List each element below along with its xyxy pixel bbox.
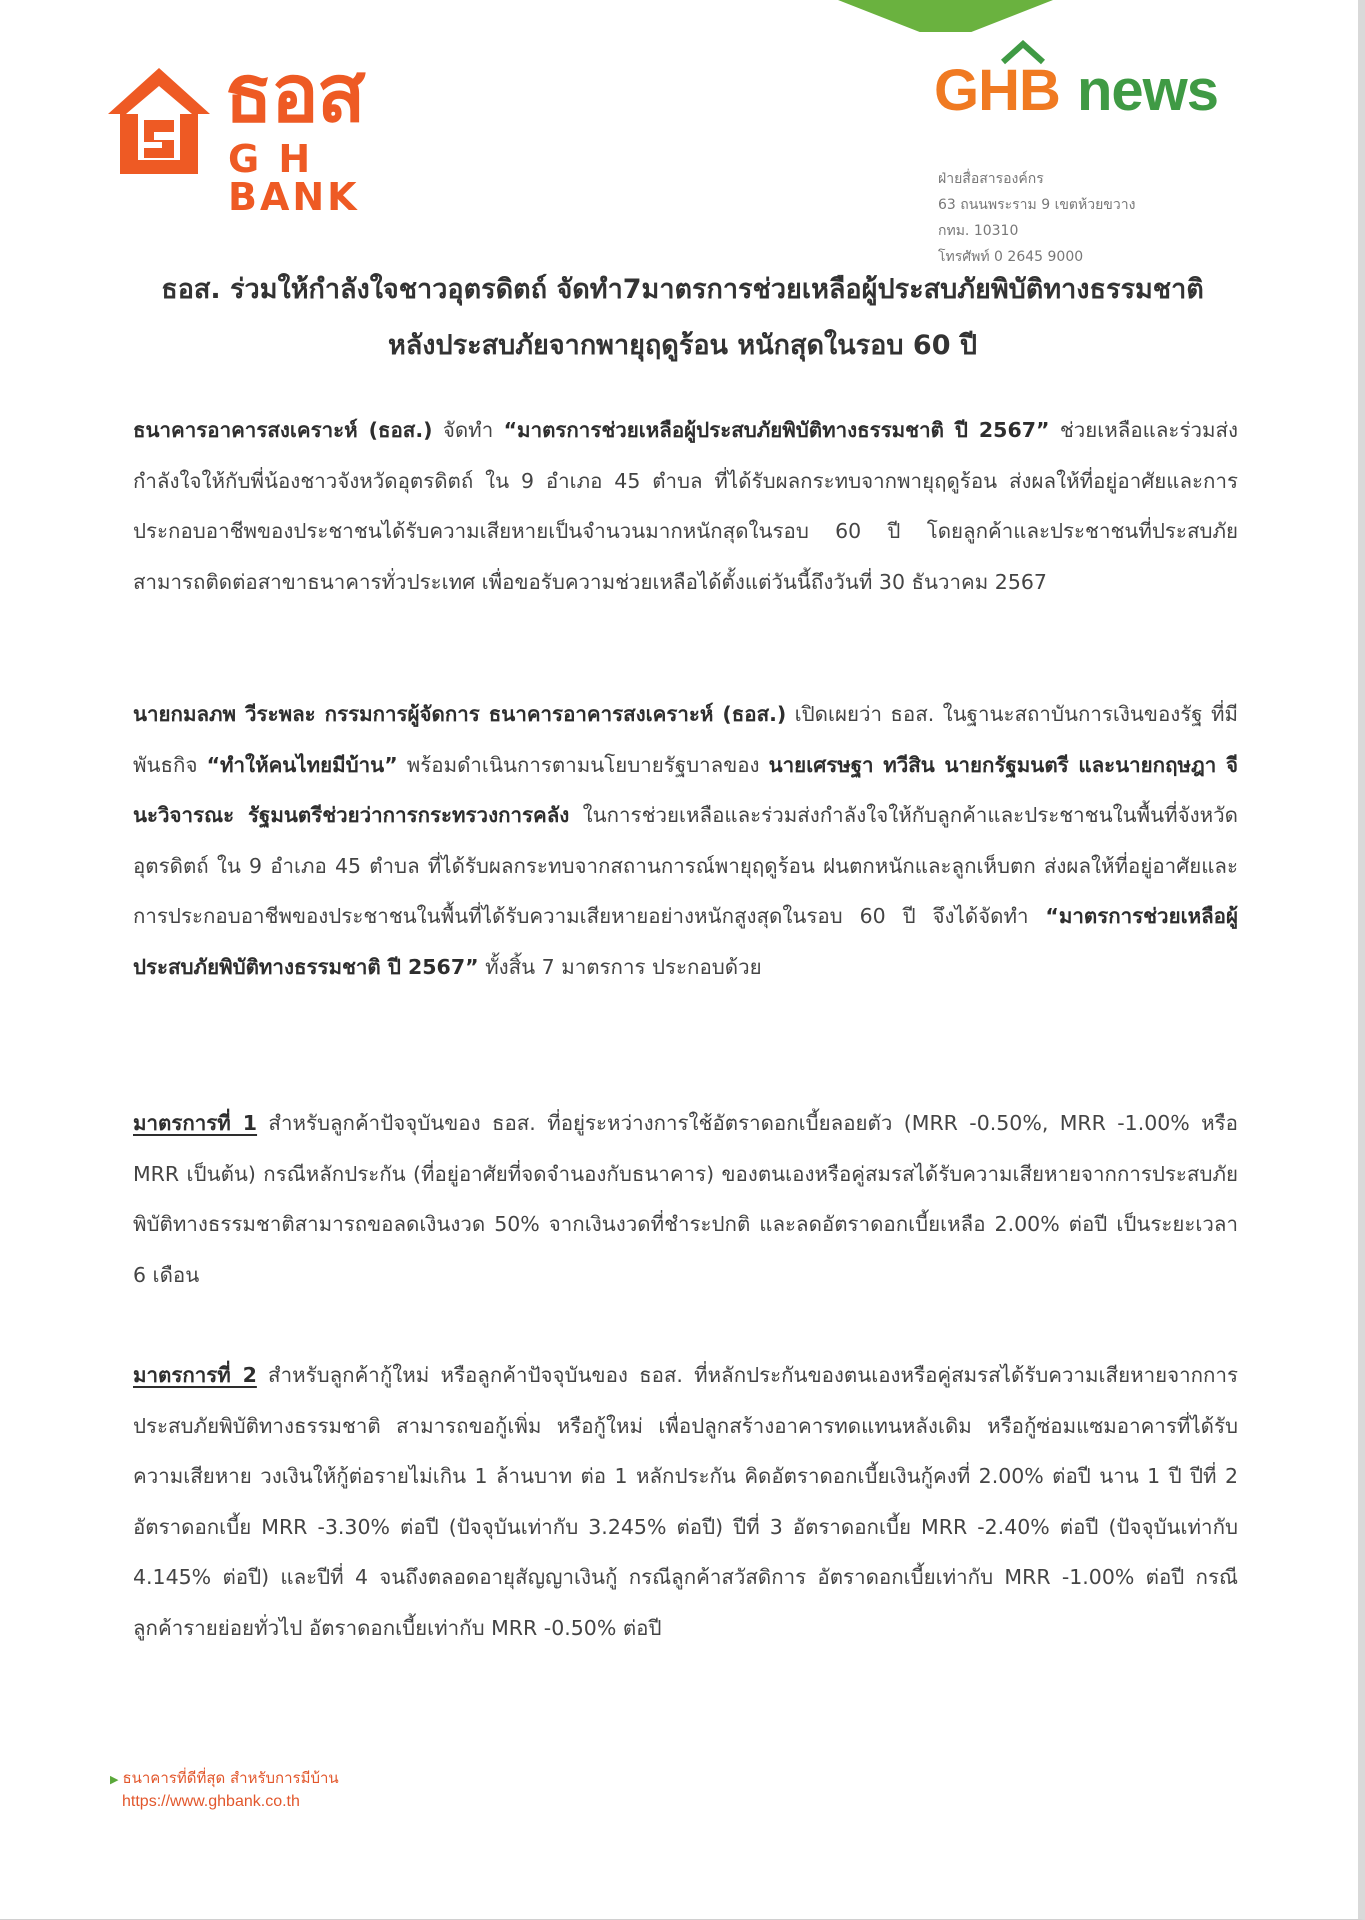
green-tab-decoration — [838, 0, 1053, 32]
footer-tagline — [110, 1767, 339, 1791]
text-span: เปิดเผยว่า ธอส. ในฐานะสถาบันการเงินของรัฐ ที่มีพันธกิจ — [133, 702, 1238, 777]
contact-address — [938, 166, 1238, 270]
mission-quote: “ทำให้คนไทยมีบ้าน” — [206, 752, 398, 777]
intro-paragraph — [133, 405, 1238, 607]
text-span: พร้อมดำเนินการตามนโยบายรัฐบาลของ — [397, 752, 769, 777]
ghbank-logo — [106, 47, 436, 219]
measure-2-label: มาตรการที่ 2 — [133, 1363, 257, 1387]
ghbnews-logo-block — [934, 40, 1254, 265]
text-span: สำหรับลูกค้าปัจจุบันของ ธอส. ที่อยู่ระหว่างการใช้อัตราดอกเบี้ยลอยตัว (MRR -0.50%, MRR -1.00% หรือ MRR เป็นต้น) กรณีหลักประกัน (ที่อยู่อาศัยที่จดจำนองกับธนาคาร) ของตนเองหรือคู่สมรสได้รับความเสียหายจากการประสบภัยพิบัติทางธรรมชาติสามารถขอลดเงินงวด 50% จากเงินงวดที่ชำระปกติ และลดอัตราดอกเบี้ยเหลือ 2.00% ต่อปี เป็นระยะเวลา 6 เดือน — [133, 1111, 1238, 1287]
logo-news-text: news — [1077, 58, 1219, 123]
address-line: ฝ่ายสื่อสารองค์กร — [938, 171, 1044, 187]
measure-1-paragraph — [133, 1098, 1238, 1300]
bank-name: ธนาคารอาคารสงเคราะห์ (ธอส.) — [133, 418, 433, 442]
statement-paragraph — [133, 689, 1238, 992]
measure-1-label: มาตรการที่ 1 — [133, 1111, 258, 1135]
footer — [110, 1767, 339, 1813]
tagline-text: ธนาคารที่ดีที่สุด สำหรับการมีบ้าน — [122, 1769, 339, 1787]
headline-line-1: ธอส. ร่วมให้กำลังใจชาวอุตรดิตถ์ จัดทำ7มาตรการช่วยเหลือผู้ประสบภัยพิบัติทางธรรมชาติ — [161, 274, 1204, 305]
address-line: โทรศัพท์ 0 2645 9000 — [938, 249, 1084, 265]
measure-2-paragraph — [133, 1350, 1238, 1653]
logo-ghb-text: GHB — [934, 58, 1060, 123]
house-icon — [106, 64, 212, 180]
text-span: ช่วยเหลือและร่วมส่งกำลังใจให้กับพี่น้องชาวจังหวัดอุตรดิตถ์ ใน 9 อำเภอ 45 ตำบล ที่ได้รับผลกระทบจากพายุฤดูร้อน ส่งผลให้ที่อยู่อาศัยและการประกอบอาชีพของประชาชนได้รับความเสียหายเป็นจำนวนมากหนักสุดในรอบ 60 ปี โดยลูกค้าและประชาชนที่ประสบภัยสามารถติดต่อสาขาธนาคารทั่วประเทศ เพื่อขอรับความช่วยเหลือได้ตั้งแต่วันนี้ถึงวันที่ 30 ธันวาคม 2567 — [133, 418, 1238, 594]
measure-name: “มาตรการช่วยเหลือผู้ประสบภัยพิบัติทางธรรมชาติ ปี 2567” — [503, 418, 1050, 442]
text-span: ในการช่วยเหลือและร่วมส่งกำลังใจให้กับลูกค้าและประชาชนในพื้นที่จังหวัดอุตรดิตถ์ ใน 9 อำเภอ 45 ตำบล ที่ได้รับผลกระทบจากสถานการณ์พายุฤดูร้อน ฝนตกหนักและลูกเห็บตก ส่งผลให้ที่อยู่อาศัยและการประกอบอาชีพของประชาชนในพื้นที่ได้รับความเสียหายอย่างหนักสูงสุดในรอบ 60 ปี จึงได้จัดทำ — [133, 803, 1238, 928]
government-names: นายเศรษฐา ทวีสิน นายกรัฐมนตรี และนายกฤษฎา จีนะวิจารณะ รัฐมนตรีช่วยว่าการกระทรวงการคลัง — [133, 752, 1239, 827]
text-span: สำหรับลูกค้ากู้ใหม่ หรือลูกค้าปัจจุบันของ ธอส. ที่หลักประกันของตนเองหรือคู่สมรสได้รับความเสียหายจากการประสบภัยพิบัติทางธรรมชาติ สามารถขอกู้เพิ่ม หรือกู้ใหม่ เพื่อปลูกสร้างอาคารทดแทนหลังเดิม หรือกู้ซ่อมแซมอาคารที่ได้รับความเสียหาย วงเงินให้กู้ต่อรายไม่เกิน 1 ล้านบาท ต่อ 1 หลักประกัน คิดอัตราดอกเบี้ยเงินกู้คงที่ 2.00% ต่อปี นาน 1 ปี ปีที่ 2 อัตราดอกเบี้ย MRR -3.30% ต่อปี (ปัจจุบันเท่ากับ 3.245% ต่อปี) ปีที่ 3 อัตราดอกเบี้ย MRR -2.40% ต่อปี (ปัจจุบันเท่ากับ 4.145% ต่อปี) และปีที่ 4 จนถึงตลอดอายุสัญญาเงินกู้ กรณีลูกค้าสวัสดิการ อัตราดอกเบี้ยเท่ากับ MRR -1.00% ต่อปี กรณีลูกค้ารายย่อยทั่วไป อัตราดอกเบี้ยเท่ากับ MRR -0.50% ต่อปี — [133, 1363, 1238, 1640]
logo-thai-text: ธอส — [224, 47, 364, 140]
ghbnews-logo — [934, 40, 1254, 122]
text-span: จัดทำ — [432, 418, 504, 442]
website-link[interactable]: https://www.ghbank.co.th — [122, 1793, 300, 1810]
measure-name: “มาตรการช่วยเหลือผู้ประสบภัยพิบัติทางธรรมชาติ ปี 2567” — [133, 904, 1238, 979]
arrow-icon: ▶ — [110, 1773, 119, 1786]
address-line: กทม. 10310 — [938, 223, 1019, 239]
headline-line-2: หลังประสบภัยจากพายุฤดูร้อน หนักสุดในรอบ 60 ปี — [387, 330, 978, 361]
text-span: ทั้งสิ้น 7 มาตรการ ประกอบด้วย — [478, 954, 762, 979]
address-line: 63 ถนนพระราม 9 เขตห้วยขวาง — [938, 197, 1136, 213]
executive-name: นายกมลภพ วีระพละ กรรมการผู้จัดการ ธนาคารอาคารสงเคราะห์ (ธอส.) — [133, 702, 787, 726]
press-release-headline — [100, 262, 1265, 374]
logo-english-text: G H BANK — [228, 137, 360, 219]
